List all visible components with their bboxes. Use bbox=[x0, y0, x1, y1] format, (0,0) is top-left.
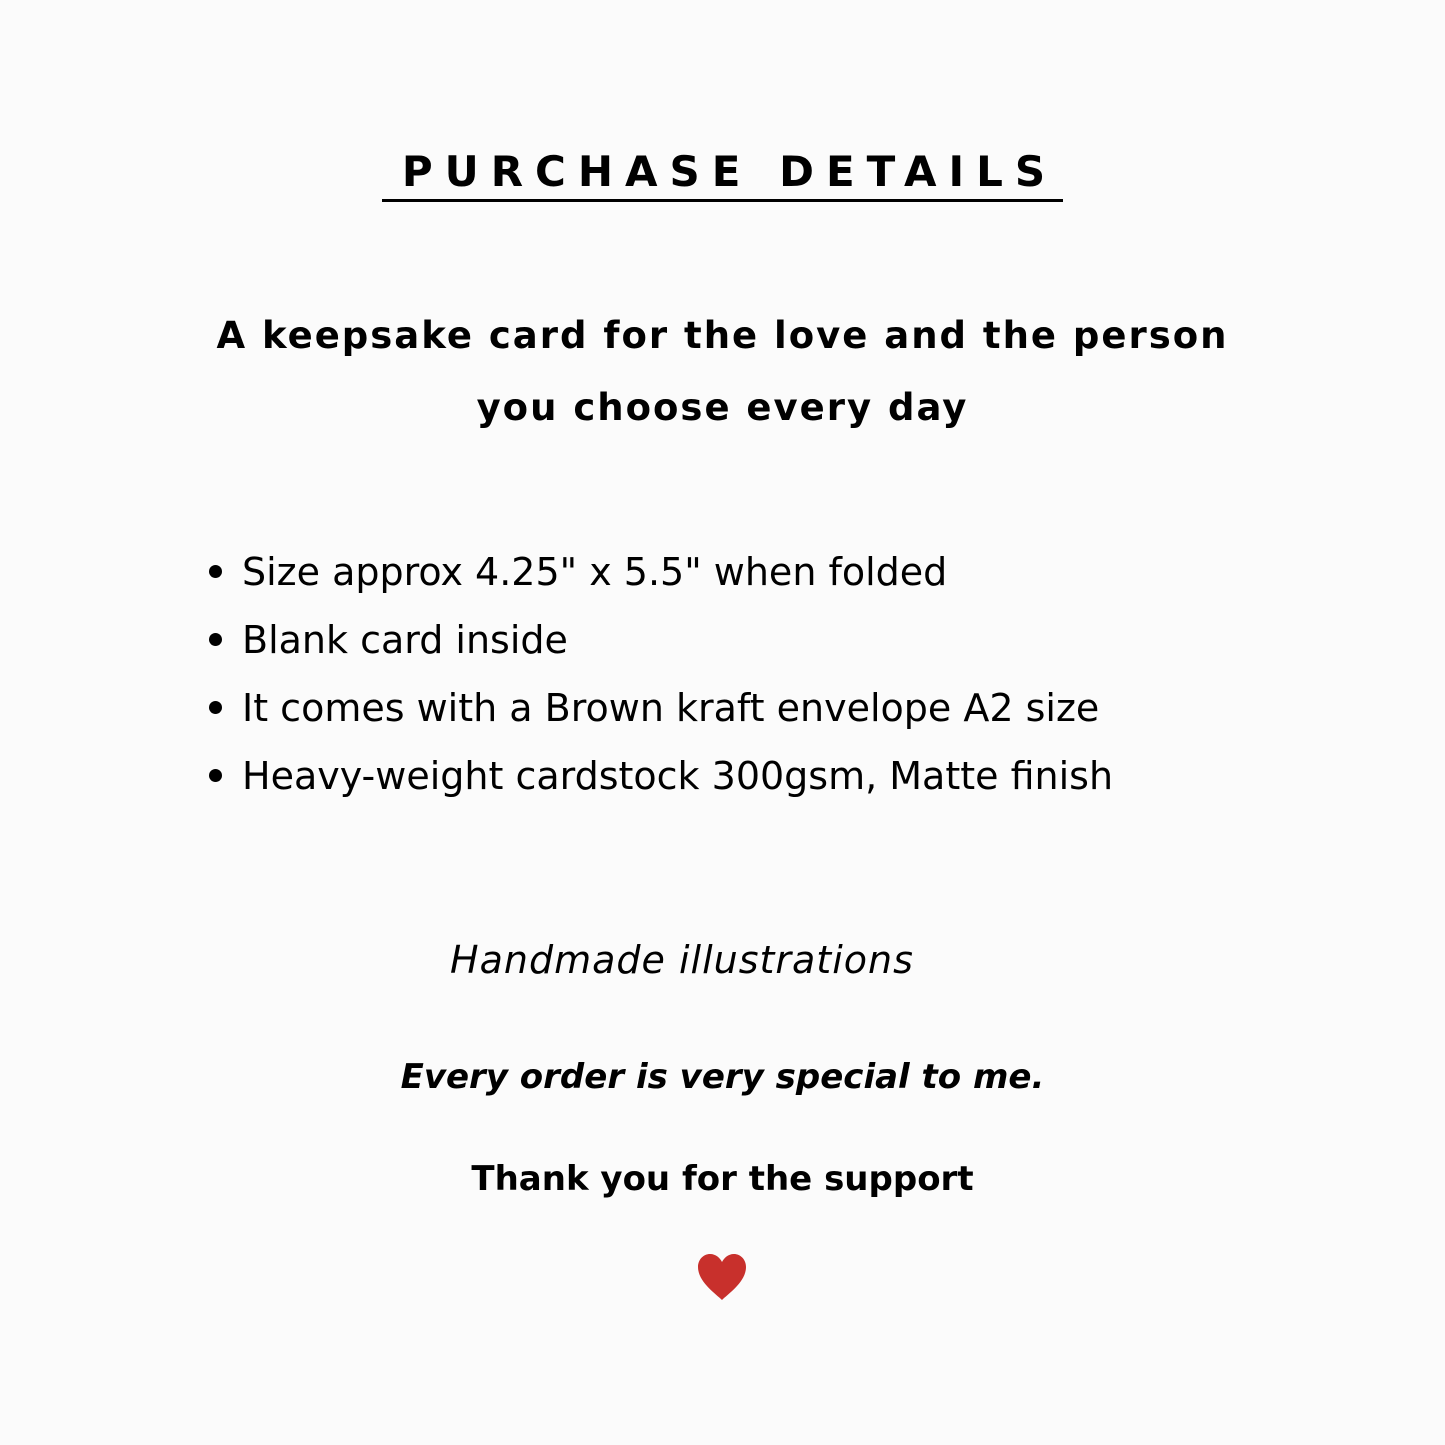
handmade-note: Handmade illustrations bbox=[450, 938, 914, 982]
subtitle-line-2: you choose every day bbox=[476, 386, 969, 429]
heart-icon bbox=[696, 1252, 748, 1302]
list-item bbox=[205, 538, 1113, 606]
list-item-text: Blank card inside bbox=[242, 618, 568, 662]
list-item-text: Size approx 4.25" x 5.5" when folded bbox=[242, 550, 948, 594]
subtitle-line-1: A keepsake card for the love and the person bbox=[216, 314, 1229, 357]
bullet-icon bbox=[209, 701, 222, 714]
list-item bbox=[205, 674, 1113, 742]
subtitle bbox=[0, 300, 1445, 444]
list-item bbox=[205, 742, 1113, 810]
bullet-icon bbox=[209, 769, 222, 782]
thanks-note: Thank you for the support bbox=[471, 1159, 974, 1199]
page-title bbox=[0, 142, 1445, 202]
bullet-icon bbox=[209, 565, 222, 578]
list-item-text: It comes with a Brown kraft envelope A2 size bbox=[242, 686, 1100, 730]
bullet-icon bbox=[209, 633, 222, 646]
list-item bbox=[205, 606, 1113, 674]
list-item-text: Heavy-weight cardstock 300gsm, Matte finish bbox=[242, 754, 1114, 798]
details-list bbox=[205, 538, 1113, 810]
special-note: Every order is very special to me. bbox=[400, 1057, 1045, 1097]
page-title-text: PURCHASE DETAILS bbox=[382, 145, 1063, 202]
